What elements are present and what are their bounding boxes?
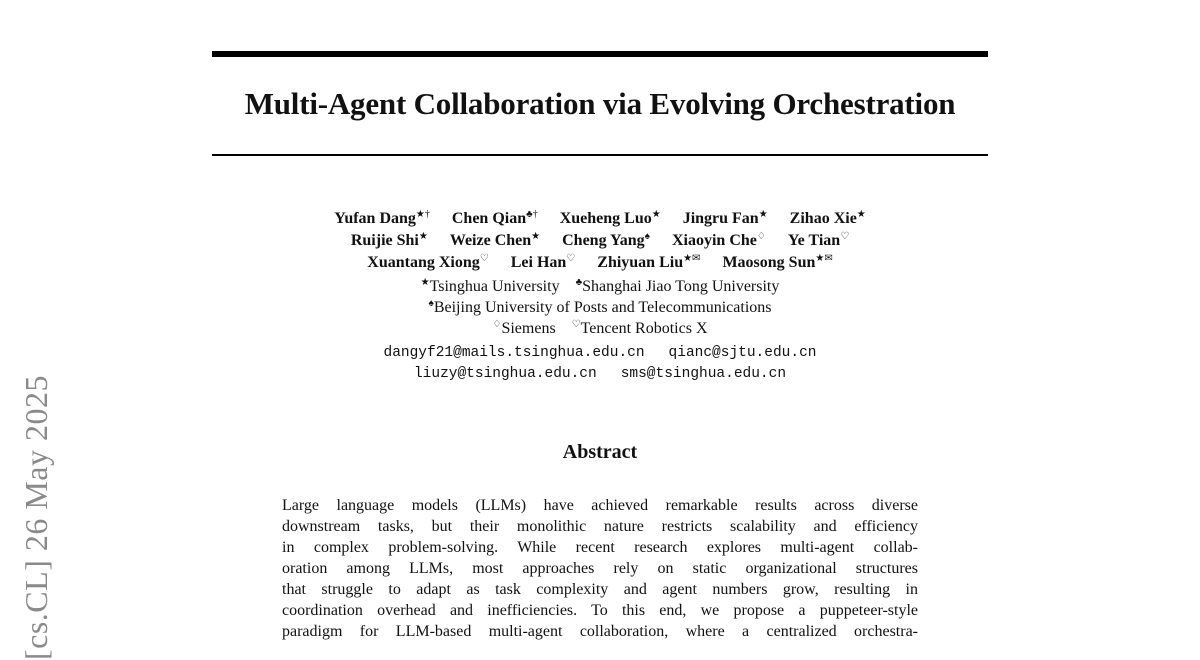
author-affiliation-mark: ★ bbox=[651, 209, 661, 220]
affiliation-name: Beijing University of Posts and Telecommunications bbox=[433, 299, 772, 316]
affiliation-line bbox=[212, 318, 988, 339]
affiliation-line bbox=[212, 297, 988, 318]
paper-title: Multi-Agent Collaboration via Evolving Orchestration bbox=[244, 86, 956, 121]
author bbox=[334, 210, 430, 227]
author bbox=[722, 254, 832, 271]
affiliation-mark: ♠ bbox=[428, 298, 434, 309]
affiliation-name: Tencent Robotics X bbox=[580, 320, 708, 337]
author bbox=[597, 254, 700, 271]
abstract-line: downstream tasks, but their monolithic nature restricts scalability and efficiency bbox=[282, 518, 918, 535]
affiliation bbox=[421, 278, 560, 295]
author bbox=[367, 254, 488, 271]
author bbox=[450, 232, 540, 249]
author-list bbox=[212, 208, 988, 274]
author bbox=[683, 210, 768, 227]
author bbox=[562, 232, 650, 249]
author-affiliation-mark: ♡ bbox=[566, 253, 576, 264]
author bbox=[788, 232, 849, 249]
abstract-line: in complex problem-solving. While recent research explores multi-agent collab- bbox=[282, 539, 918, 556]
author-affiliation-mark: ♢ bbox=[756, 231, 766, 242]
abstract-line: coordination overhead and inefficiencies. To this end, we propose a puppeteer-style bbox=[282, 602, 918, 619]
affiliation-list bbox=[212, 276, 988, 339]
affiliation-name: Tsinghua University bbox=[429, 278, 560, 295]
affiliation-name: Shanghai Jiao Tong University bbox=[582, 278, 780, 295]
author-affiliation-mark: ♣† bbox=[526, 209, 538, 220]
author bbox=[790, 210, 866, 227]
author-name: Zihao Xie bbox=[789, 210, 857, 227]
author-line bbox=[212, 208, 988, 230]
affiliation-mark: ♢ bbox=[492, 319, 502, 330]
author-name: Xuantang Xiong bbox=[367, 254, 480, 271]
abstract-line: paradigm for LLM-based multi-agent collaboration, where a centralized orchestra- bbox=[282, 623, 918, 640]
author-name: Ruijie Shi bbox=[350, 232, 419, 249]
author bbox=[672, 232, 766, 249]
email-line bbox=[212, 364, 988, 385]
affiliation-mark: ♡ bbox=[571, 319, 581, 330]
affiliation-name: Siemens bbox=[501, 320, 556, 337]
author-affiliation-mark: ★ bbox=[856, 209, 866, 220]
affiliation-mark: ★ bbox=[420, 277, 430, 288]
author-affiliation-mark: ★ bbox=[418, 231, 428, 242]
author-name: Maosong Sun bbox=[722, 254, 816, 271]
abstract-line: Large language models (LLMs) have achieved remarkable results across diverse bbox=[282, 497, 918, 514]
affiliation bbox=[492, 320, 555, 337]
abstract-heading: Abstract bbox=[562, 441, 638, 463]
author bbox=[351, 232, 428, 249]
author-line bbox=[212, 252, 988, 274]
affiliation-line bbox=[212, 276, 988, 297]
author bbox=[452, 210, 538, 227]
author-name: Lei Han bbox=[510, 254, 567, 271]
email-address: liuzy@tsinghua.edu.cn bbox=[413, 366, 597, 382]
author-affiliation-mark: ♡ bbox=[479, 253, 489, 264]
email-address: dangyf21@mails.tsinghua.edu.cn bbox=[383, 345, 645, 361]
author-name: Weize Chen bbox=[449, 232, 532, 249]
abstract-line: that struggle to adapt as task complexity and agent numbers grow, resulting in bbox=[282, 581, 918, 598]
abstract-body bbox=[282, 495, 918, 642]
email-list bbox=[212, 343, 988, 385]
affiliation bbox=[429, 299, 772, 316]
author-affiliation-mark: ♡ bbox=[840, 231, 850, 242]
email-line bbox=[212, 343, 988, 364]
email-address: qianc@sjtu.edu.cn bbox=[668, 345, 817, 361]
email-address: sms@tsinghua.edu.cn bbox=[620, 366, 787, 382]
author-affiliation-mark: ★ bbox=[758, 209, 768, 220]
author bbox=[511, 254, 576, 271]
title-bottom-rule bbox=[212, 154, 988, 156]
author-name: Chen Qian bbox=[451, 210, 527, 227]
author bbox=[560, 210, 661, 227]
author-line bbox=[212, 230, 988, 252]
author-affiliation-mark: ★✉ bbox=[815, 253, 833, 264]
author-name: Xiaoyin Che bbox=[671, 232, 757, 249]
affiliation-mark: ♣ bbox=[575, 277, 583, 288]
arxiv-side-stamp: [cs.CL] 26 May 2025 bbox=[18, 374, 54, 660]
author-affiliation-mark: ★✉ bbox=[683, 253, 701, 264]
author-name: Yufan Dang bbox=[334, 210, 416, 227]
author-name: Ye Tian bbox=[787, 232, 841, 249]
affiliation bbox=[572, 320, 708, 337]
author-name: Xueheng Luo bbox=[559, 210, 652, 227]
author-name: Cheng Yang bbox=[562, 232, 645, 249]
affiliation bbox=[576, 278, 780, 295]
author-affiliation-mark: ★† bbox=[415, 209, 430, 220]
author-affiliation-mark: ★ bbox=[531, 231, 541, 242]
author-name: Zhiyuan Liu bbox=[597, 254, 684, 271]
author-affiliation-mark: ♠ bbox=[644, 231, 650, 242]
author-name: Jingru Fan bbox=[682, 210, 759, 227]
abstract-line: oration among LLMs, most approaches rely on static organizational structures bbox=[282, 560, 918, 577]
title-top-rule bbox=[212, 51, 988, 57]
